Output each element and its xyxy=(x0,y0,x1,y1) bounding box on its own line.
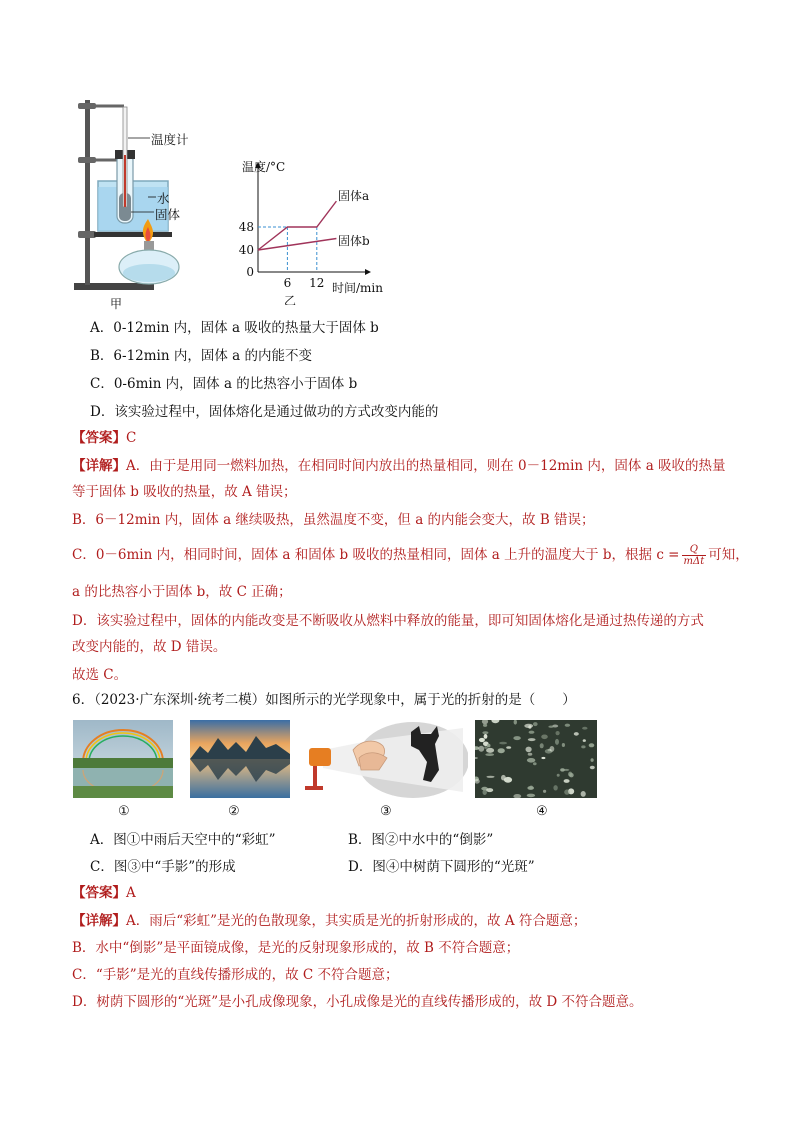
light-spot xyxy=(541,735,548,740)
light-spot xyxy=(528,738,536,741)
y-tick-48: 48 xyxy=(238,220,254,234)
q5-detail-tag: 【详解】 xyxy=(72,458,126,474)
figure-jia-caption: 甲 xyxy=(110,297,123,311)
q5-detail-line-4 xyxy=(72,544,749,567)
y-axis-label: 温度/°C xyxy=(242,160,286,174)
light-spot xyxy=(533,762,537,765)
q6-detail-line-2: B．水中“倒影”是平面镜成像，是光的反射现象形成的，故 B 不符合题意； xyxy=(72,940,520,956)
q5-detail-line-3: B．6－12min 内，固体 a 继续吸热，虽然温度不变，但 a 的内能会变大，故 B 错误； xyxy=(72,512,595,528)
light-spot xyxy=(550,746,555,752)
light-spot xyxy=(475,779,480,784)
apparatus-figure xyxy=(66,95,226,295)
light-spot xyxy=(574,732,579,736)
light-spot xyxy=(528,753,533,756)
q6-option-c: C．图③中“手影”的形成 xyxy=(90,859,236,875)
x-tick-12: 12 xyxy=(309,276,325,290)
light-spot xyxy=(506,746,511,749)
light-spot xyxy=(557,774,560,777)
q5-detail-line-5: a 的比热容小于固体 b，故 C 正确； xyxy=(72,584,292,600)
q6-answer xyxy=(72,883,136,903)
light-spot xyxy=(513,794,521,798)
light-spot xyxy=(478,746,484,752)
light-spot xyxy=(548,726,553,728)
origin-label: 0 xyxy=(246,265,254,279)
light-spot xyxy=(486,776,494,778)
light-spot xyxy=(529,786,533,790)
q6-answer-value: A xyxy=(126,885,136,901)
formula-numerator: Q xyxy=(682,544,707,556)
q6-detail-line-1 xyxy=(72,911,586,931)
light-spot xyxy=(486,788,493,792)
light-spot xyxy=(556,731,560,735)
rainbow-photo xyxy=(73,720,173,798)
q5-option-b: B．6-12min 内，固体 a 的内能不变 xyxy=(90,348,312,364)
q6-option-a: A．图①中雨后天空中的“彩虹” xyxy=(90,832,276,848)
light-spot xyxy=(499,742,507,745)
light-spot xyxy=(514,720,517,725)
temperature-time-chart xyxy=(228,155,398,305)
q5-detail-line-1 xyxy=(72,456,726,476)
specific-heat-formula xyxy=(682,544,707,567)
light-spot xyxy=(581,745,585,748)
light-spot xyxy=(582,727,587,730)
series-line-a xyxy=(258,201,336,250)
light-spot xyxy=(479,738,485,742)
light-spot xyxy=(581,791,586,797)
image-label-4: ④ xyxy=(536,804,548,819)
q6-detail-text-1: A．雨后“彩虹”是光的色散现象，其实质是光的折射形成的，故 A 符合题意； xyxy=(126,913,587,929)
q5-detail-text-4b: 可知， xyxy=(708,547,749,563)
q5-option-d: D．该实验过程中，固体熔化是通过做功的方式改变内能的 xyxy=(90,404,439,420)
q5-detail-line-2: 等于固体 b 吸收的热量，故 A 错误； xyxy=(72,484,297,500)
light-spot xyxy=(491,720,499,723)
light-spot xyxy=(487,744,491,748)
q6-stem: 6．（2023·广东深圳·统考二模）如图所示的光学现象中，属于光的折射的是（ ） xyxy=(72,692,576,708)
light-spot xyxy=(524,724,533,728)
light-spot xyxy=(543,790,546,793)
image-label-3: ③ xyxy=(380,804,392,819)
light-spot xyxy=(498,748,505,753)
x-tick-6: 6 xyxy=(283,276,292,290)
light-spot xyxy=(526,747,532,753)
figure-yi-caption: 乙 xyxy=(283,294,297,305)
q5-answer-tag: 【答案】 xyxy=(72,430,126,446)
light-spot xyxy=(590,766,595,769)
light-spot xyxy=(568,772,572,777)
light-spot xyxy=(483,724,487,727)
y-tick-40: 40 xyxy=(238,243,254,257)
thermometer-label: 温度计 xyxy=(151,132,189,147)
light-spot xyxy=(482,720,488,724)
q5-option-a: A．0-12min 内，固体 a 吸收的热量大于固体 b xyxy=(90,320,379,336)
light-spot xyxy=(555,739,559,745)
q6-detail-tag: 【详解】 xyxy=(72,913,126,929)
light-spot xyxy=(562,743,565,747)
q5-detail-line-7: 改变内能的，故 D 错误。 xyxy=(72,639,227,655)
q6-detail-line-4: D．树荫下圆形的“光斑”是小孔成像现象，小孔成像是光的直线传播形成的，故 D 不符合题意。 xyxy=(72,994,643,1010)
hand-shadow-photo xyxy=(303,720,468,798)
q6-option-b: B．图②中水中的“倒影” xyxy=(348,832,494,848)
series-label-a: 固体a xyxy=(338,189,370,203)
image-label-2: ② xyxy=(228,804,240,819)
q5-option-c: C．0-6min 内，固体 a 的比热容小于固体 b xyxy=(90,376,358,392)
water-label: 水 xyxy=(157,191,170,206)
image-label-1: ① xyxy=(118,804,130,819)
light-spot xyxy=(527,794,535,798)
q6-answer-tag: 【答案】 xyxy=(72,885,126,901)
light-spot xyxy=(527,758,535,763)
q5-answer xyxy=(72,428,136,448)
light-spot xyxy=(485,753,494,756)
light-spot xyxy=(486,748,494,753)
light-spot xyxy=(482,731,488,734)
reflection-photo xyxy=(190,720,290,798)
x-axis-label: 时间/min xyxy=(332,281,383,295)
solid-label: 固体 xyxy=(155,207,181,222)
q5-answer-value: C xyxy=(126,430,137,446)
light-spot xyxy=(560,768,565,771)
light-spot xyxy=(533,722,538,726)
q6-option-d: D．图④中树荫下圆形的“光斑” xyxy=(348,859,535,875)
light-spot xyxy=(591,758,594,762)
light-spot xyxy=(501,775,506,781)
q5-detail-text-1: A．由于是用同一燃料加热，在相同时间内放出的热量相同，则在 0－12min 内，固体 a 吸收的热量 xyxy=(126,458,726,474)
light-spot xyxy=(484,734,488,739)
series-label-b: 固体b xyxy=(338,234,370,248)
light-spot xyxy=(513,736,520,740)
light-spot xyxy=(540,743,544,748)
light-spot xyxy=(475,757,478,759)
light-spot xyxy=(589,743,595,747)
light-spot xyxy=(583,739,586,742)
light-spots-photo xyxy=(475,720,597,798)
light-spot xyxy=(553,785,557,790)
q5-detail-line-8: 故选 C。 xyxy=(72,667,128,683)
q5-detail-line-6: D．该实验过程中，固体的内能改变是不断吸收从燃料中释放的能量，即可知固体熔化是通过热传递的方式 xyxy=(72,613,704,629)
light-spot xyxy=(529,731,535,734)
light-spot xyxy=(564,789,570,794)
formula-denominator: mΔt xyxy=(683,556,705,567)
light-spot xyxy=(564,779,570,783)
light-spot xyxy=(484,746,487,749)
light-spot xyxy=(541,757,545,759)
q5-detail-text-4: C．0－6min 内，相同时间，固体 a 和固体 b 吸收的热量相同，固体 a 上升的温度大于 b，根据 c = xyxy=(72,547,680,563)
light-spot xyxy=(565,724,570,727)
q6-detail-line-3: C．“手影”是光的直线传播形成的，故 C 不符合题意； xyxy=(72,967,399,983)
